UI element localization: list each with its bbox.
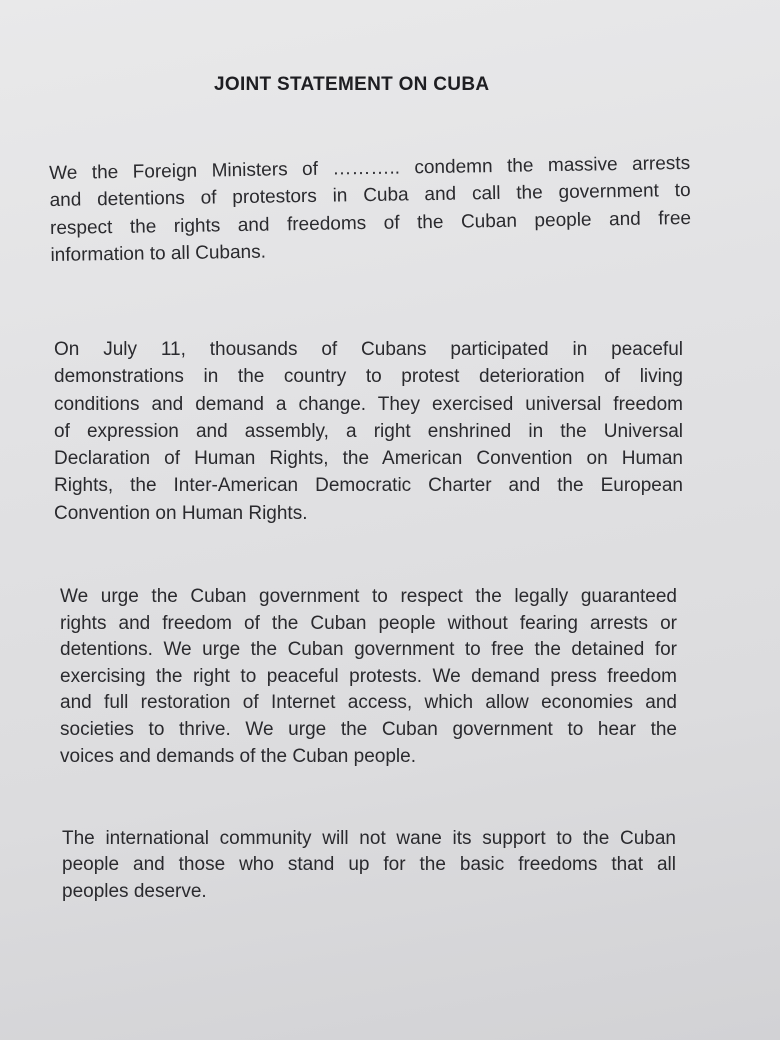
paragraph-2 bbox=[54, 336, 683, 527]
text-line: Rights, the Inter-American Democratic Charter and the European bbox=[54, 475, 683, 497]
text-line: respect the rights and freedoms of the Cuban people and free bbox=[49, 207, 692, 239]
text-line: rights and freedom of the Cuban people without fearing arrests or bbox=[60, 612, 677, 634]
text-line: demonstrations in the country to protest deterioration of living bbox=[54, 366, 683, 388]
text-line: information to all Cubans. bbox=[50, 241, 267, 267]
text-line: detentions. We urge the Cuban government to free the detained for bbox=[60, 639, 677, 661]
text-line: On July 11, thousands of Cubans participated in peaceful bbox=[54, 339, 683, 360]
text-line: societies to thrive. We urge the Cuban government to hear the bbox=[60, 718, 677, 740]
paragraph-4 bbox=[62, 826, 676, 905]
text-line: voices and demands of the Cuban people. bbox=[60, 745, 416, 767]
text-line: and detentions of protestors in Cuba and call the government to bbox=[49, 180, 691, 212]
paragraph-3 bbox=[60, 584, 677, 770]
text-line: Declaration of Human Rights, the American Convention on Human bbox=[54, 448, 683, 470]
text-line: The international community will not wane its support to the Cuban bbox=[62, 828, 676, 849]
text-line: conditions and demand a change. They exercised universal freedom bbox=[54, 393, 683, 415]
text-line: exercising the right to peaceful protests. We demand press freedom bbox=[60, 665, 677, 687]
paragraph-1 bbox=[49, 150, 692, 270]
text-line: Convention on Human Rights. bbox=[54, 502, 308, 524]
text-line: of expression and assembly, a right enshrined in the Universal bbox=[54, 420, 683, 442]
text-line: and full restoration of Internet access, which allow economies and bbox=[60, 692, 677, 714]
document-title: JOINT STATEMENT ON CUBA bbox=[214, 74, 490, 95]
text-line: We the Foreign Ministers of ……….. condemn the massive arrests bbox=[49, 152, 691, 184]
text-line: peoples deserve. bbox=[62, 880, 207, 902]
text-line: We urge the Cuban government to respect the legally guaranteed bbox=[60, 586, 677, 607]
text-line: people and those who stand up for the basic freedoms that all bbox=[62, 854, 676, 876]
